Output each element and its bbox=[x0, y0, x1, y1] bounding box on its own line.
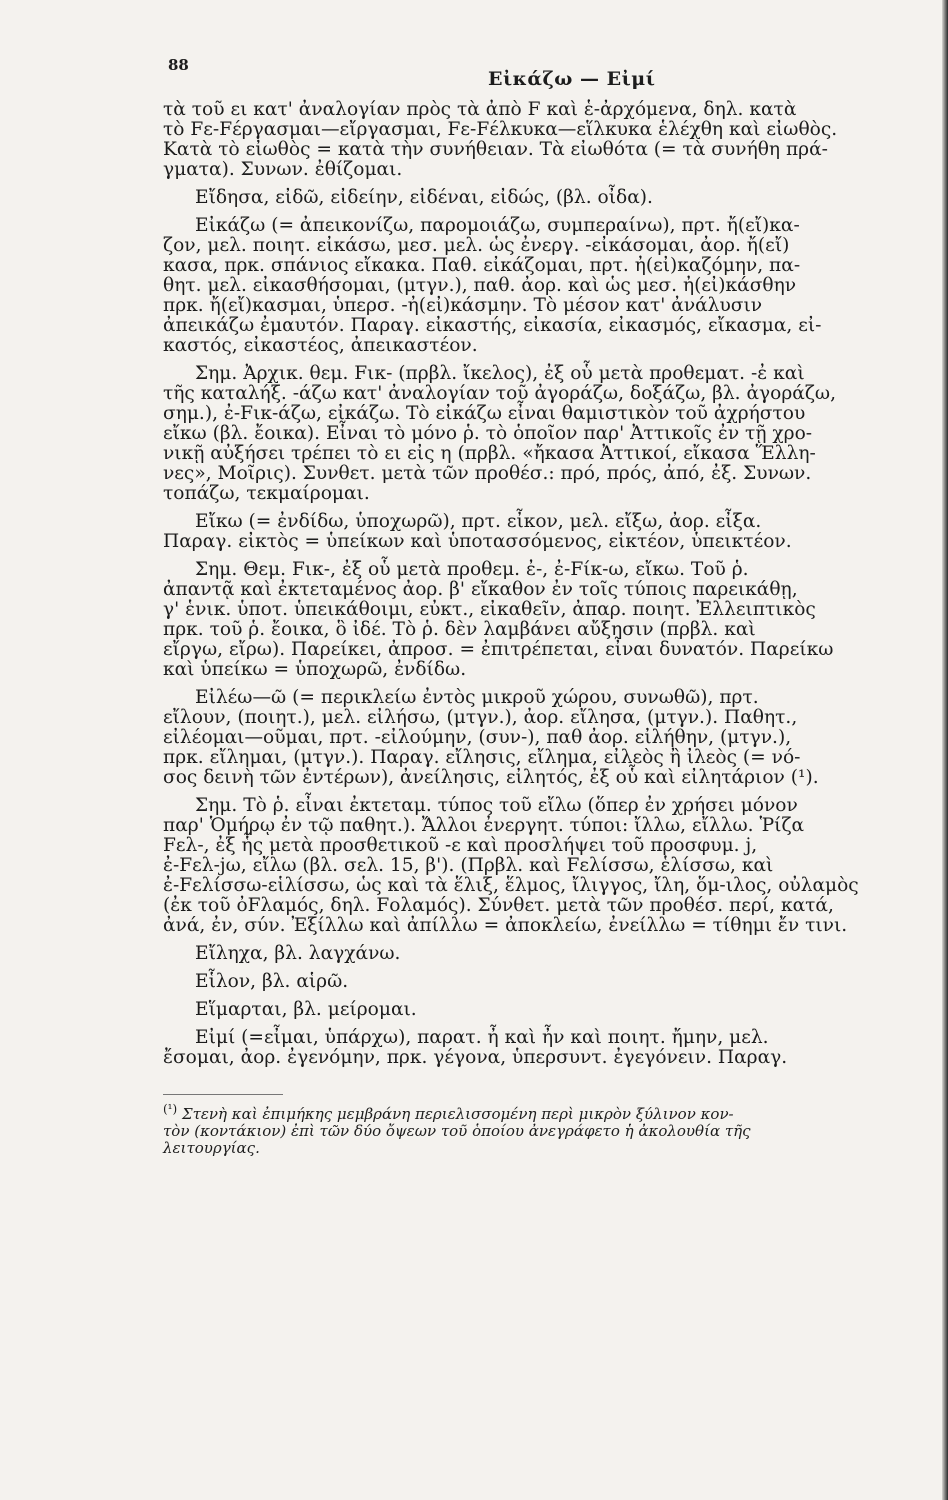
text-line: τοπάζω, τεκμαίρομαι. bbox=[163, 483, 370, 504]
footnote-separator bbox=[163, 1094, 283, 1095]
text-line: Σημ. Τὸ ῥ. εἶναι ἐκτεταμ. τύπος τοῦ εἴλω (ὅπερ ἐν χρήσει μόνον bbox=[195, 795, 798, 816]
text-line: πρκ. εἴλημαι, (μτγν.). Παραγ. εἴλησις, εἴλημα, εἰλεὸς ἢ ἰλεὸς (= νό- bbox=[163, 747, 801, 768]
headword-line: Εἵμαρται, βλ. μείρομαι. bbox=[195, 999, 417, 1020]
text-line: τῆς καταλήξ. -άζω κατ' ἀναλογίαν τοῦ ἀγοράζω, δοξάζω, βλ. ἀγοράζω, bbox=[163, 383, 837, 404]
text-line: πρκ. ἤ(εἴ)κασμαι, ὑπερσ. -ἠ(εἰ)κάσμην. Τὸ μέσον κατ' ἀνάλυσιν bbox=[163, 295, 763, 316]
text-line: εἰλέομαι—οῦμαι, πρτ. -εἰλούμην, (συν-), παθ ἀορ. εἰλήθην, (μτγν.), bbox=[163, 727, 792, 748]
text-line: γ' ἑνικ. ὑποτ. ὑπεικάθοιμι, εὐκτ., εἰκαθεῖν, ἀπαρ. ποιητ. Ἐλλειπτικὸς bbox=[163, 599, 816, 620]
entry-eileo-note bbox=[163, 796, 918, 936]
text-line: ἀπεικάζω ἐμαυτόν. Παραγ. εἰκαστής, εἰκασία, εἰκασμός, εἴκασμα, εἰ- bbox=[163, 315, 822, 336]
entry-eiko bbox=[163, 512, 918, 552]
entry-eidesa bbox=[163, 188, 918, 208]
headword-line: Εἰκάζω (= ἀπεικονίζω, παρομοιάζω, συμπεραίνω), πρτ. ἤ(εἴ)κα- bbox=[195, 215, 800, 236]
footnote-line bbox=[163, 1101, 918, 1123]
text-line: εἴργω, εἴρω). Παρείκει, ἀπροσ. = ἐπιτρέπεται, εἶναι δυνατόν. Παρείκω bbox=[163, 639, 834, 660]
text-line: τὰ τοῦ ει κατ' ἀναλογίαν πρὸς τὰ ἀπὸ F καὶ ἑ-ἀρχόμενα, δηλ. κατὰ bbox=[163, 99, 797, 120]
text-line: ἔσομαι, ἀορ. ἐγενόμην, πρκ. γέγονα, ὑπερσυντ. ἐγεγόνειν. Παραγ. bbox=[163, 1047, 788, 1068]
text-line: Fελ-, ἐξ ἧς μετὰ προσθετικοῦ -ε καὶ προσλήψει τοῦ προσφυμ. j, bbox=[163, 835, 758, 856]
entry-eilon bbox=[163, 972, 918, 992]
text-line: εἴλουν, (ποιητ.), μελ. εἰλήσω, (μτγν.), ἀορ. εἴλησα, (μτγν.). Παθητ., bbox=[163, 707, 798, 728]
headword-line: Εἰλέω—ῶ (= περικλείω ἐντὸς μικροῦ χώρου, συνωθῶ), πρτ. bbox=[195, 687, 759, 708]
text-line: σος δεινὴ τῶν ἐντέρων), ἀνείλησις, εἰλητός, ἐξ οὗ καὶ εἰλητάριον (¹). bbox=[163, 767, 819, 788]
text-line: ἐ-Fελ-jω, εἴλω (βλ. σελ. 15, β'). (Πρβλ. καὶ Fελίσσω, ἑλίσσω, καὶ bbox=[163, 855, 774, 876]
text-line: νικῇ αὐξήσει τρέπει τὸ ει εἰς η (πρβλ. «ἤκασα Ἀττικοί, εἴκασα Ἕλλη- bbox=[163, 443, 816, 464]
headword-line: Εἰμί (=εἶμαι, ὑπάρχω), παρατ. ἦ καὶ ἦν καὶ ποιητ. ἤμην, μελ. bbox=[195, 1027, 769, 1048]
text-line: καὶ ὑπείκω = ὑποχωρῶ, ἐνδίδω. bbox=[163, 659, 467, 680]
text-line: παρ' Ὁμήρῳ ἐν τῷ παθητ.). Ἄλλοι ἐνεργητ. τύποι: ἴλλω, εἴλλω. Ῥίζα bbox=[163, 815, 805, 836]
text-line: γματα). Συνων. ἐθίζομαι. bbox=[163, 159, 403, 180]
entry-eikazo bbox=[163, 216, 918, 356]
text-line: νες», Μοῖρις). Συνθετ. μετὰ τῶν προθέσ.: πρό, πρός, ἀπό, ἐξ. Συνων. bbox=[163, 463, 812, 484]
text-line: πρκ. τοῦ ῥ. ἔοικα, ὃ ἰδέ. Τὸ ῥ. δὲν λαμβάνει αὔξησιν (πρβλ. καὶ bbox=[163, 619, 756, 640]
footnote-text: Στενὴ καὶ ἐπιμήκης μεμβράνη περιελισσομένη περὶ μικρὸν ξύλινον κον- bbox=[181, 1105, 734, 1123]
text-line: σημ.), ἐ-Fικ-άζω, εἰκάζω. Τὸ εἰκάζω εἶναι θαμιστικὸν τοῦ ἀχρήστου bbox=[163, 403, 806, 424]
text-line: Σημ. Ἀρχικ. θεμ. Fικ- (πρβλ. ἴκελος), ἐξ οὗ μετὰ προθεματ. -ἐ καὶ bbox=[195, 363, 805, 384]
entry-eilecha bbox=[163, 944, 918, 964]
text-line: ζον, μελ. ποιητ. εἰκάσω, μεσ. μελ. ὡς ἐνεργ. -εἰκάσομαι, ἀορ. ἤ(εἴ) bbox=[163, 235, 790, 256]
headword-line: Εἴκω (= ἐνδίδω, ὑποχωρῶ), πρτ. εἶκον, μελ. εἴξω, ἀορ. εἶξα. bbox=[195, 511, 762, 532]
footnote-line: λειτουργίας. bbox=[163, 1139, 260, 1157]
text-line: κασα, πρκ. σπάνιος εἴκακα. Παθ. εἰκάζομαι, πρτ. ἠ(εἰ)καζόμην, πα- bbox=[163, 255, 801, 276]
entry-eiko-note bbox=[163, 560, 918, 680]
text-line: καστός, εἰκαστέος, ἀπεικαστέον. bbox=[163, 335, 478, 356]
text-line: ἀνά, ἐν, σύν. Ἐξίλλω καὶ ἀπίλλω = ἀποκλείω, ἐνείλλω = τίθημι ἔν τινι. bbox=[163, 915, 848, 936]
dictionary-body bbox=[118, 100, 918, 1068]
text-line: Παραγ. εἰκτὸς = ὑπείκων καὶ ὑποτασσόμενος, εἰκτέον, ὑπεικτέον. bbox=[163, 531, 792, 552]
footnote-line: τὸν (κοντάκιον) ἐπὶ τῶν δύο ὄψεων τοῦ ὁποίου ἀνεγράφετο ἡ ἀκολουθία τῆς bbox=[163, 1122, 751, 1140]
text-line: Εἴδησα, εἰδῶ, εἰδείην, εἰδέναι, εἰδώς, (βλ. οἶδα). bbox=[195, 187, 653, 208]
text-line: Κατὰ τὸ εἰωθὸς = κατὰ τὴν συνήθειαν. Τὰ εἰωθότα (= τὰ συνήθη πρά- bbox=[163, 139, 828, 160]
entry-eimartai bbox=[163, 1000, 918, 1020]
text-line: ἀπαντᾷ καὶ ἐκτεταμένος ἀορ. β' εἴκαθον ἐν τοῖς τύποις παρεικάθῃ, bbox=[163, 579, 798, 600]
entry-eikazo-note bbox=[163, 364, 918, 504]
text-line: θητ. μελ. εἰκασθήσομαι, (μτγν.), παθ. ἀορ. καὶ ὡς μεσ. ἠ(εἰ)κάσθην bbox=[163, 275, 797, 296]
page-number: 88 bbox=[168, 56, 189, 74]
entry-eimi bbox=[163, 1028, 918, 1068]
entry-eileo bbox=[163, 688, 918, 788]
footnote-marker: (¹) bbox=[163, 1102, 178, 1116]
footnote bbox=[118, 1101, 918, 1157]
text-line: (ἐκ τοῦ ὀFλαμός, δηλ. Fολαμός). Σύνθετ. μετὰ τῶν προθέσ. περί, κατά, bbox=[163, 895, 834, 916]
text-line: εἴκω (βλ. ἔοικα). Εἶναι τὸ μόνο ῥ. τὸ ὁποῖον παρ' Ἀττικοῖς ἐν τῇ χρο- bbox=[163, 423, 813, 444]
running-head: Εἰκάζω — Εἰμί bbox=[488, 68, 656, 90]
headword-line: Εἴληχα, βλ. λαγχάνω. bbox=[195, 943, 401, 964]
headword-line: Εἷλον, βλ. αἱρῶ. bbox=[195, 971, 349, 992]
page-edge-shadow bbox=[942, 0, 948, 1500]
text-line: τὸ Fε-Fέργασμαι—εἴργασμαι, Fε-Fέλκυκα—εἵλκυκα ἑλέχθη καὶ εἰωθὸς. bbox=[163, 119, 838, 140]
text-line: ἐ-Fελίσσω-εἱλίσσω, ὡς καὶ τὰ ἕλιξ, ἕλμος, ἴλιγγος, ἴλη, ὅμ-ιλος, οὐλαμὸς bbox=[163, 875, 859, 896]
entry-intro-continuation bbox=[163, 100, 918, 180]
text-line: Σημ. Θεμ. Fικ-, ἐξ οὗ μετὰ προθεμ. ἐ-, ἐ-Fίκ-ω, εἴκω. Τοῦ ῥ. bbox=[195, 559, 749, 580]
page-header bbox=[118, 50, 918, 100]
